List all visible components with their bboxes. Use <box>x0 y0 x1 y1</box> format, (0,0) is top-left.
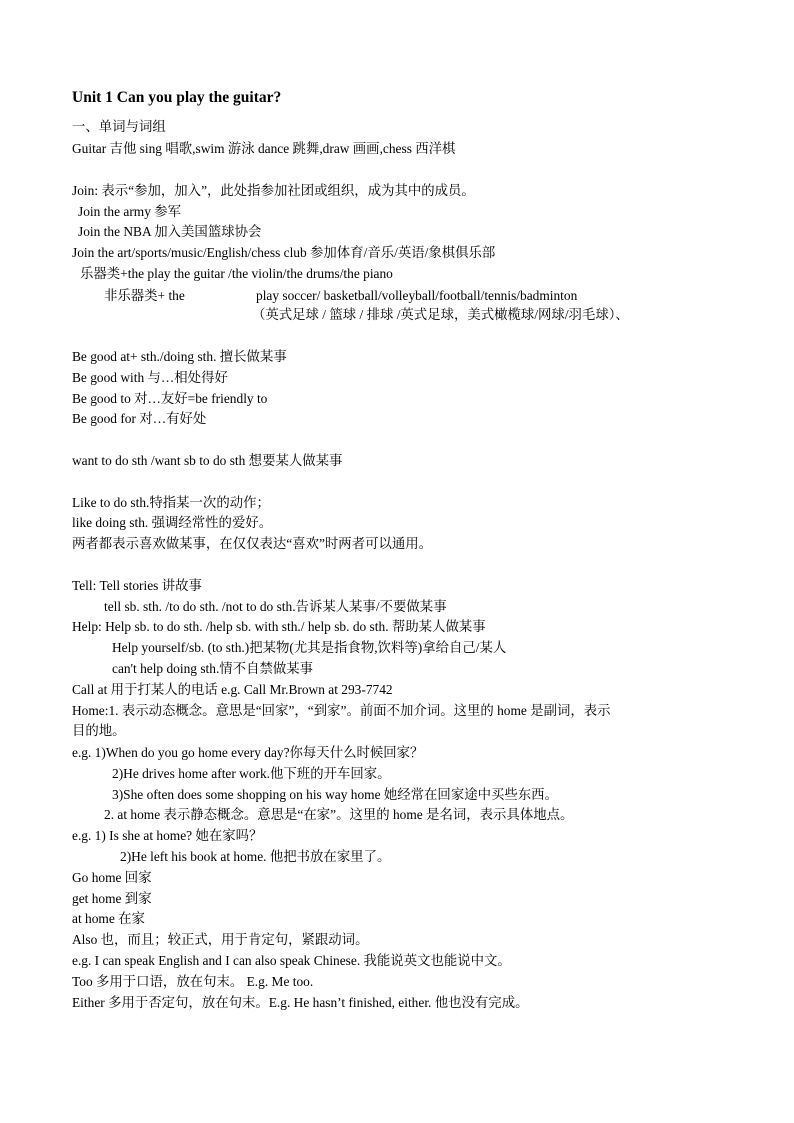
text-line: Help yourself/sb. (to sth.)把某物(尤其是指食物,饮料等)拿给自己/某人 <box>112 640 507 655</box>
text-line: Join the army 参军 <box>78 204 182 219</box>
section-heading: 一、单词与词组 <box>72 119 166 134</box>
text-line: 目的地。 <box>72 723 126 738</box>
text-line: want to do sth /want sb to do sth 想要某人做某事 <box>72 453 343 468</box>
page-title: Unit 1 Can you play the guitar? <box>72 89 282 106</box>
text-line: like doing sth. 强调经常性的爱好。 <box>72 515 273 530</box>
text-line: Either 多用于否定句，放在句末。E.g. He hasn’t finished, either. 他也没有完成。 <box>72 995 529 1010</box>
text-line: at home 在家 <box>72 911 145 926</box>
text-line: e.g. 1)When do you go home every day?你每天什么时候回家？ <box>72 745 424 760</box>
text-line: get home 到家 <box>72 891 152 906</box>
text-line: Tell: Tell stories 讲故事 <box>72 578 202 593</box>
text-line: can't help doing sth.情不自禁做某事 <box>112 661 314 676</box>
text-line: Be good with 与…相处得好 <box>72 370 228 385</box>
text-line: 非乐器类+ the <box>104 288 185 303</box>
text-line: 3)She often does some shopping on his way home 她经常在回家途中买些东西。 <box>112 787 558 802</box>
text-line: 2. at home 表示静态概念。意思是“在家”。这里的 home 是名词，表示具体地点。 <box>104 807 574 822</box>
text-line: Home:1. 表示动态概念。意思是“回家”，“到家”。前面不加介词。这里的 home 是副词，表示 <box>72 703 611 718</box>
text-line: Also 也，而且；较正式，用于肯定句，紧跟动词。 <box>72 932 369 947</box>
text-line: Too 多用于口语，放在句末。 E.g. Me too. <box>72 974 314 989</box>
text-line: Join the art/sports/music/English/chess club 参加体育/音乐/英语/象棋俱乐部 <box>72 245 496 260</box>
text-line: Be good for 对…有好处 <box>72 411 207 426</box>
text-line: 2)He drives home after work.他下班的开车回家。 <box>112 766 391 781</box>
text-line: tell sb. sth. /to do sth. /not to do sth.告诉某人某事/不要做某事 <box>104 599 447 614</box>
text-line: Like to do sth.特指某一次的动作； <box>72 495 270 510</box>
vocab-line: Guitar 吉他 sing 唱歌,swim 游泳 dance 跳舞,draw 画画,chess 西洋棋 <box>72 141 456 156</box>
text-line: 2)He left his book at home. 他把书放在家里了。 <box>120 849 391 864</box>
text-line: Join: 表示“参加，加入”，此处指参加社团或组织，成为其中的成员。 <box>72 183 475 198</box>
text-line: Go home 回家 <box>72 870 152 885</box>
text-line: （英式足球 / 篮球 / 排球 /英式足球，美式橄榄球/网球/羽毛球）、 <box>252 307 629 322</box>
text-line: e.g. I can speak English and I can also speak Chinese. 我能说英文也能说中文。 <box>72 953 511 968</box>
text-line: 两者都表示喜欢做某事，在仅仅表达“喜欢”时两者可以通用。 <box>72 536 433 551</box>
text-line: e.g. 1) Is she at home? 她在家吗？ <box>72 828 263 843</box>
text-line: Join the NBA 加入美国篮球协会 <box>78 224 262 239</box>
text-line: Call at 用于打某人的电话 e.g. Call Mr.Brown at 293-7742 <box>72 682 393 697</box>
text-line: Be good at+ sth./doing sth. 擅长做某事 <box>72 349 287 364</box>
text-line: play soccer/ basketball/volleyball/football/tennis/badminton <box>256 288 578 303</box>
text-line: Help: Help sb. to do sth. /help sb. with sth./ help sb. do sth. 帮助某人做某事 <box>72 619 486 634</box>
text-line: Be good to 对…友好=be friendly to <box>72 391 268 406</box>
text-line: 乐器类+the play the guitar /the violin/the drums/the piano <box>80 266 393 281</box>
